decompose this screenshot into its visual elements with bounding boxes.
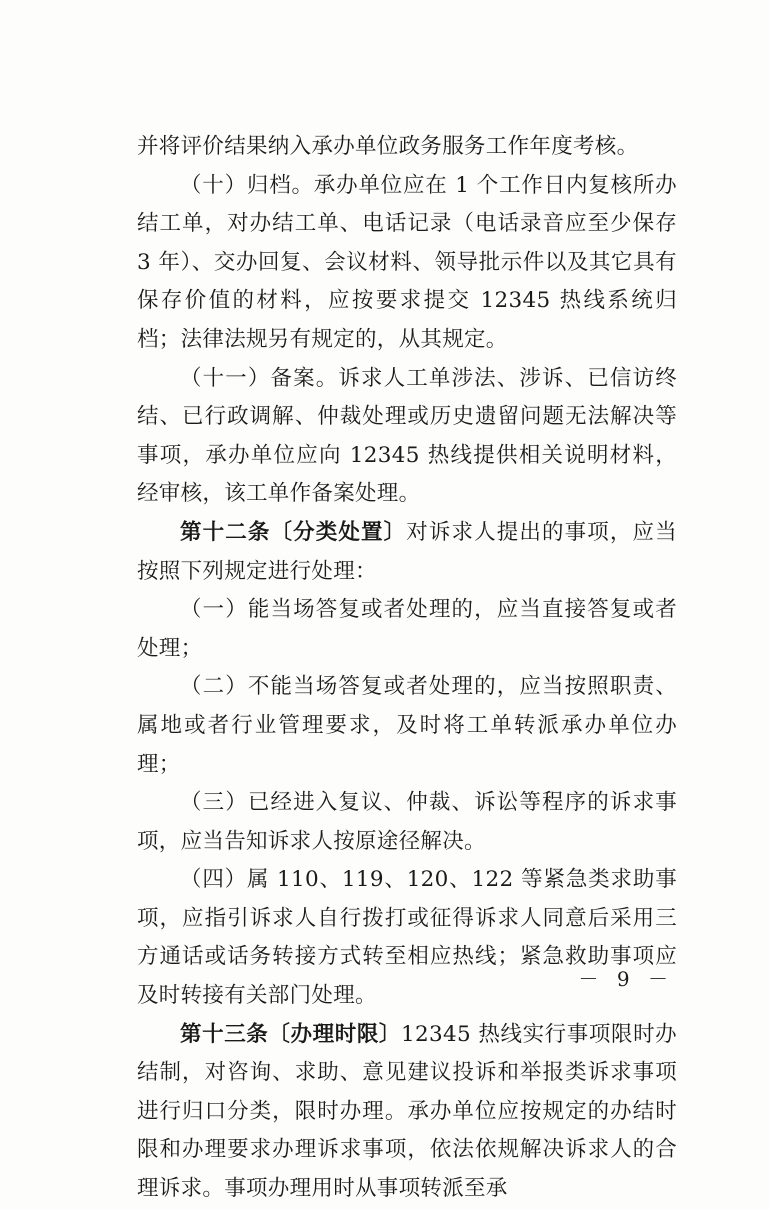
- paragraph-1: 并将评价结果纳入承办单位政务服务工作年度考核。: [137, 134, 639, 159]
- paragraph-2: （十）归档。承办单位应在 1 个工作日内复核所办结工单，对办结工单、电话记录（电话录音应至少保存 3 年）、交办回复、会议材料、领导批示件以及其它具有保存价值的材料，应按要求提交 12345 热线系统归档；法律法规另有规定的，从其规定。: [137, 172, 677, 352]
- paragraph-6: （二）不能当场答复或者处理的，应当按照职责、属地或者行业管理要求，及时将工单转派承办单位办理；: [137, 674, 677, 777]
- paragraph-5: （一）能当场答复或者处理的，应当直接答复或者处理；: [137, 597, 677, 661]
- article-13: 第十三条〔办理时限〕12345 热线实行事项限时办结制，对咨询、求助、意见建议投诉和举报类诉求事项进行归口分类，限时办理。承办单位应按规定的办结时限和办理要求办理诉求事项，依法依规解决诉求人的合理诉求。事项办理用时从事项转派至承: [137, 1021, 677, 1202]
- page-number: － 9 －: [578, 967, 674, 991]
- article-13-heading: 第十三条〔办理时限〕: [180, 1021, 402, 1047]
- paragraph-8: （四）属 110、119、120、122 等紧急类求助事项，应指引诉求人自行拨打或征得诉求人同意后采用三方通话或话务转接方式转至相应热线；紧急救助事项应及时转接有关部门处理。: [137, 867, 677, 1009]
- body-text: [137, 128, 677, 1209]
- paragraph-7: （三）已经进入复议、仲裁、诉讼等程序的诉求事项，应当告知诉求人按原途径解决。: [137, 790, 677, 854]
- article-12: 第十二条〔分类处置〕对诉求人提出的事项，应当按照下列规定进行处理：: [137, 519, 677, 584]
- article-12-heading: 第十二条〔分类处置〕: [180, 519, 407, 545]
- paragraph-3: （十一）备案。诉求人工单涉法、涉诉、已信访终结、已行政调解、仲裁处理或历史遗留问题无法解决等事项，承办单位应向 12345 热线提供相关说明材料，经审核，该工单作备案处理。: [137, 365, 677, 507]
